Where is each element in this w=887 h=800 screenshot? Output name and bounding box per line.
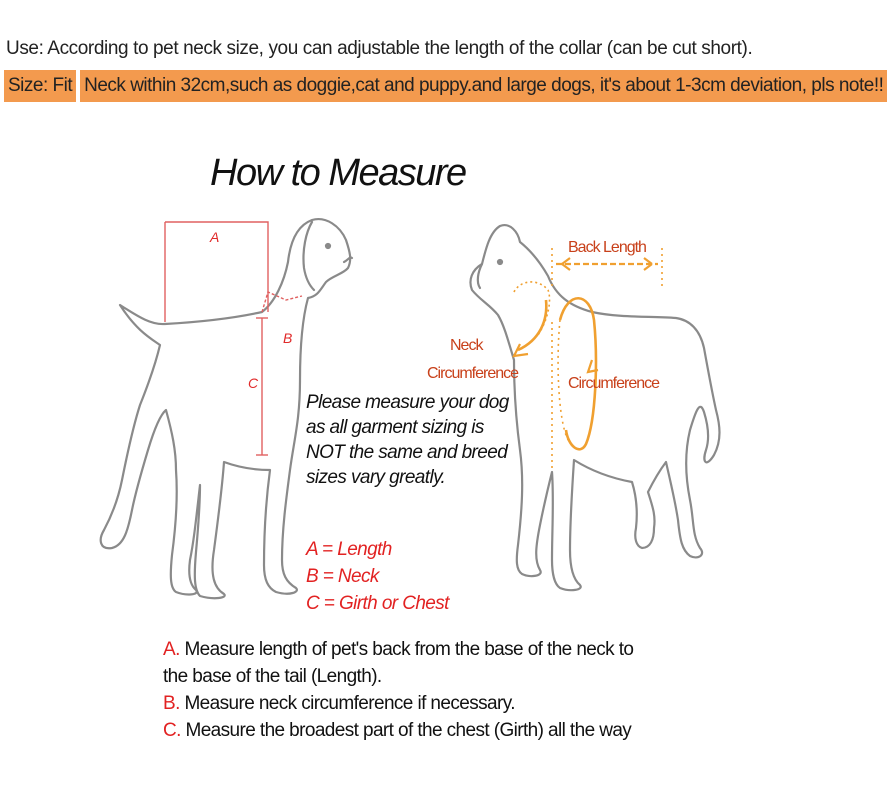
page-title: How to Measure [210, 152, 466, 194]
step-line [163, 636, 633, 663]
note-line: sizes vary greatly. [306, 467, 446, 488]
neck-circumference-label-1: Neck [450, 337, 483, 354]
note-line: Please measure your dog [306, 392, 509, 413]
label-a: A [210, 229, 220, 245]
step-text: Measure the broadest part of the chest (Girth) all the way [180, 720, 632, 741]
neck-circumference-label-2: Circumference [427, 365, 519, 382]
step-text: the base of the tail (Length). [163, 666, 382, 687]
step-letter: A. [163, 639, 180, 660]
note-line: as all garment sizing is [306, 417, 484, 438]
legend-item: A = Length [306, 539, 392, 560]
size-label: Size: Fit [4, 70, 76, 102]
step-letter: B. [163, 693, 180, 714]
size-text: Neck within 32cm,such as doggie,cat and puppy.and large dogs, it's about 1-3cm deviation, pls note!! [80, 70, 887, 102]
measurement-steps [163, 636, 633, 744]
note-line: NOT the same and breed [306, 442, 508, 463]
usage-text: Use: According to pet neck size, you can adjustable the length of the collar (can be cut short). [6, 38, 753, 59]
measurement-legend [306, 536, 449, 617]
step-line [163, 690, 633, 717]
legend-item: C = Girth or Chest [306, 593, 449, 614]
label-c: C [248, 375, 259, 391]
back-length-label: Back Length [568, 239, 646, 256]
step-letter: C. [163, 720, 181, 741]
circumference-label: Circumference [568, 375, 660, 392]
step-text: Measure neck circumference if necessary. [179, 693, 515, 714]
step-line [163, 717, 633, 744]
label-b: B [283, 330, 293, 346]
right-dog-measures [514, 248, 662, 470]
step-line [163, 663, 633, 690]
step-text: Measure length of pet's back from the base of the neck to [179, 639, 634, 660]
left-dog-measures [165, 222, 302, 455]
legend-item: B = Neck [306, 566, 379, 587]
measurement-note [306, 390, 509, 490]
